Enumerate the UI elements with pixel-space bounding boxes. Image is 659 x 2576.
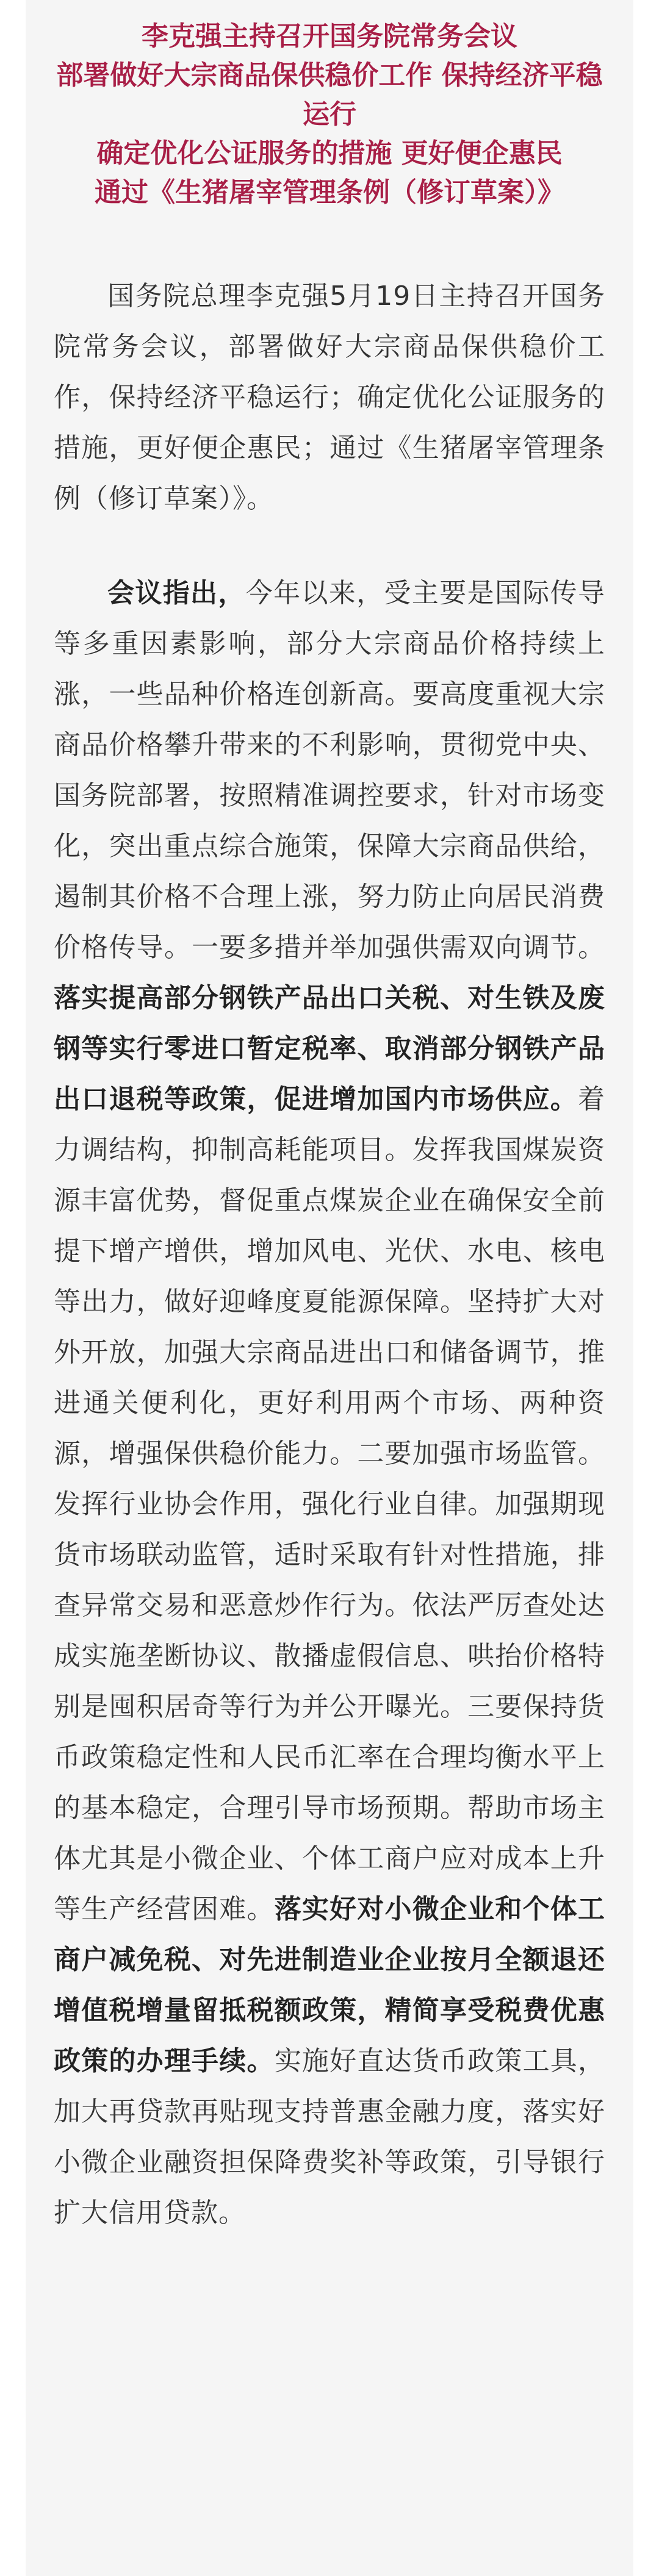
bold-text-1: 落实提高部分钢铁产品出口关税、对生铁及废钢等实行零进口暂定税率、取消部分钢铁产品出口退税等政策，促进增加国内市场供应。 (54, 982, 605, 1115)
headline-line-1: 李克强主持召开国务院常务会议 (142, 21, 517, 52)
headline-line-2: 部署做好大宗商品保供稳价工作 保持经济平稳运行 (56, 60, 603, 130)
paragraph-meeting-points (54, 568, 605, 2238)
bold-text-2: 落实好对小微企业和个体工商户减免税、对先进制造业企业按月全额退还增值税增量留抵税额政策，精简享受税费优惠政策的办理手续。 (54, 1894, 606, 2077)
body-text-2: 着力调结构，抑制高耗能项目。发挥我国煤炭资源丰富优势，督促重点煤炭企业在确保安全前提下增产增供，增加风电、光伏、水电、核电等出力，做好迎峰度夏能源保障。坚持扩大对外开放，加强大宗商品进出口和储备调节，推进通关便利化，更好利用两个市场、两种资源，增强保供稳价能力。二要加强市场监管。发挥行业协会作用，强化行业自律。加强期现货市场联动监管，适时采取有针对性措施，排查异常交易和恶意炒作行为。依法严厉查处达成实施垄断协议、散播虚假信息、哄抬价格特别是囤积居奇等行为并公开曝光。三要保持货币政策稳定性和人民币汇率在合理均衡水平上的基本稳定，合理引导市场预期。帮助市场主体尤其是小微企业、个体工商户应对成本上升等生产经营困难。 (54, 1084, 605, 1925)
headline-line-4: 通过《生猪屠宰管理条例（修订草案）》 (95, 177, 564, 208)
lead-text: 会议指出， (107, 578, 246, 609)
paragraph-intro: 国务院总理李克强5月19日主持召开国务院常务会议，部署做好大宗商品保供稳价工作，保持经济平稳运行；确定优化公证服务的措施，更好便企惠民；通过《生猪屠宰管理条例（修订草案）》。 (54, 281, 605, 514)
body-text-1: 今年以来，受主要是国际传导等多重因素影响，部分大宗商品价格持续上涨，一些品种价格连创新高。要高度重视大宗商品价格攀升带来的不利影响，贯彻党中央、国务院部署，按照精准调控要求，针对市场变化，突出重点综合施策，保障大宗商品供给，遏制其价格不合理上涨，努力防止向居民消费价格传导。一要多措并举加强供需双向调节。 (54, 578, 605, 963)
article-content (26, 0, 633, 2282)
headline-line-3: 确定优化公证服务的措施 更好便企惠民 (96, 138, 563, 169)
body-text-3: 实施好直达货币政策工具，加大再贷款再贴现支持普惠金融力度，落实好小微企业融资担保降费奖补等政策，引导银行扩大信用贷款。 (54, 2045, 606, 2228)
headline-block (54, 17, 605, 212)
